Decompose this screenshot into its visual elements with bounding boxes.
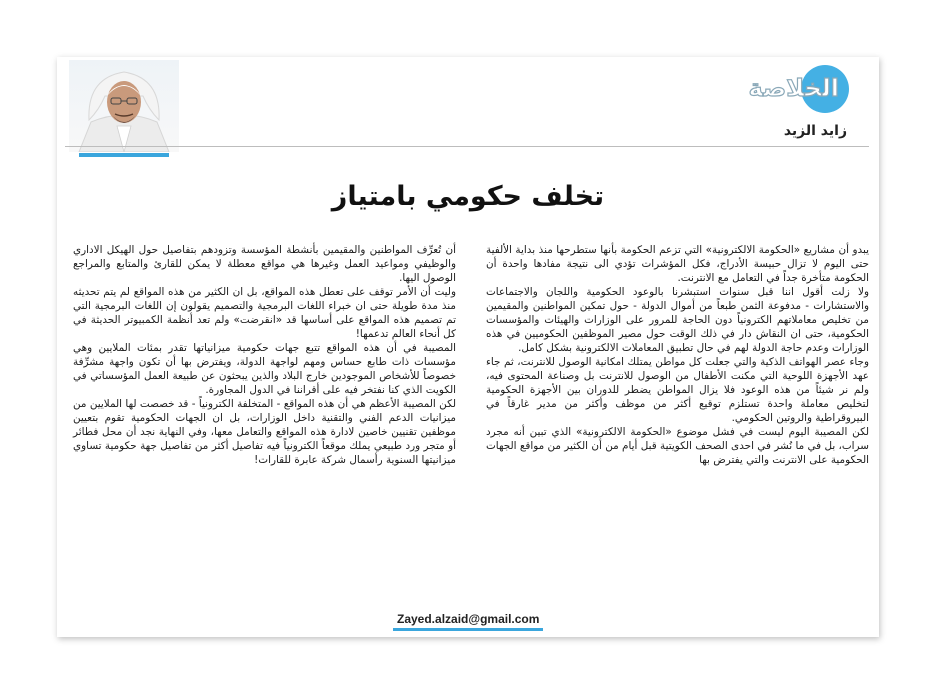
paragraph: ولا زلت أقول اننا قبل سنوات استبشرنا بالوعود الحكومية واللجان والاجتماعات والاستشارات - مدفوعة الثمن طبعاً من أموال الدولة - حول تمكين المواطنين والمقيمين من تخليص معاملاتهم الكترونياً دون الحاجة للمرور على الوزارات والهيئات والمؤسسات الحكومية، حتى ان النقاش دار في ذلك الوقت حول مصير الموظفين الحكوميين في هذه الوزارات وعدم حاجة الدولة لهم في حال تطبيق المعاملات الالكترونية بشكل كامل.: [486, 286, 869, 354]
email-accent-bar: [393, 628, 543, 631]
author-name: زايد الزيد: [783, 123, 847, 139]
logo-text: الخلاصة: [748, 74, 839, 102]
article-column-right: [486, 243, 869, 467]
newspaper-column-page: [57, 57, 879, 637]
paragraph: لكن المصيبة اليوم ليست في فشل موضوع «الحكومة الالكترونية» الذي تبين أنه مجرد سراب، بل في ما نُشر في احدى الصحف الكويتية قبل أيام من أن الكثير من مواقع الجهات الحكومية على الانترنت والتي يفترض بها: [486, 426, 869, 466]
paragraph: المصيبة في أن هذه المواقع تتبع جهات حكومية ميزانياتها تقدر بمئات الملايين وهي مؤسسات ذات طابع حساس ومهم لواجهة الدولة، ويفترض بها أن تكون واجهة مشرِّفة خصوصاً للأشخاص الموجودين خارج البلاد والذين يبحثون عن طبيعة العمل المؤسساتي في الكويت الذي كنا نفتخر فيه على أقراننا في الدول المجاورة.: [73, 342, 456, 396]
author-portrait-image: [69, 60, 179, 152]
paragraph: لكن المصيبة الأعظم هي أن هذه المواقع - المتخلفة الكترونياً - قد خصصت لها الملايين من ميزانيات الدعم الفني والتقنية داخل الوزارات، بل ان الجهات الحكومية تقوم بتعيين موظفين تقنيين خاصين لادارة هذه المواقع والتعامل معها، وفي النهاية نجد أن محل فطائر أو متجر ورد طبيعي يملك موقعاً الكترونياً فيه تفاصيل أكثر من تفاصيل جهة حكومية تساوي ميزانيتها السنوية رأسمال شركة عابرة للقارات!: [73, 398, 456, 466]
paragraph: وجاء عصر الهواتف الذكية والتي جعلت كل مواطن يمتلك امكانية الوصول للانترنت، ثم جاء عهد الأجهزة اللوحية التي مكنت الأطفال من الوصول للانترنت بل وصناعة المحتوى فيه، ولم نر شيئاً من هذه الوعود فلا يزال المواطن يضطر للدوران بين الأجهزة الحكومية لتخليص معاملة واحدة تستلزم توقيع أكثر من موظف وأكثر من مدير غارقاً في البيروقراطية والروتين الحكومي.: [486, 356, 869, 424]
author-email: Zayed.alzaid@gmail.com: [397, 612, 540, 626]
divider: [65, 146, 869, 147]
paragraph: يبدو أن مشاريع «الحكومة الالكترونية» التي تزعم الحكومة بأنها ستطرحها منذ بداية الألفية حتى اليوم لا تزال حبيسة الأدراج، فكل المؤشرات تؤدي الى نتيجة مفادها واحدة أن الحكومة متأخرة جداً في التعامل مع الانترنت.: [486, 244, 869, 284]
article-column-left: [73, 243, 456, 467]
column-logo: [709, 65, 849, 115]
author-photo: [69, 60, 179, 152]
paragraph: أن تُعرِّف المواطنين والمقيمين بأنشطة المؤسسة وتزودهم بتفاصيل حول الهيكل الاداري والوظيفي ومواعيد العمل وغيرها هي مواقع معطلة لا يمكن للقارئ والمتابع والمراجع الوصول اليها.: [73, 244, 456, 284]
article-headline: تخلف حكومي بامتياز: [331, 181, 605, 212]
paragraph: وليت أن الأمر توقف على تعطل هذه المواقع، بل ان الكثير من هذه المواقع لم يتم تحديثه منذ مدة طويلة حتى ان خبراء اللغات البرمجية والتصميم يقولون إن اللغات البرمجية التي تم تصميم هذه المواقع على أساسها قد «انقرضت» ولم تعد أنظمة الكمبيوتر الحديثة في كل أنحاء العالم تدعمها!: [73, 286, 456, 340]
photo-accent-bar: [79, 153, 169, 157]
